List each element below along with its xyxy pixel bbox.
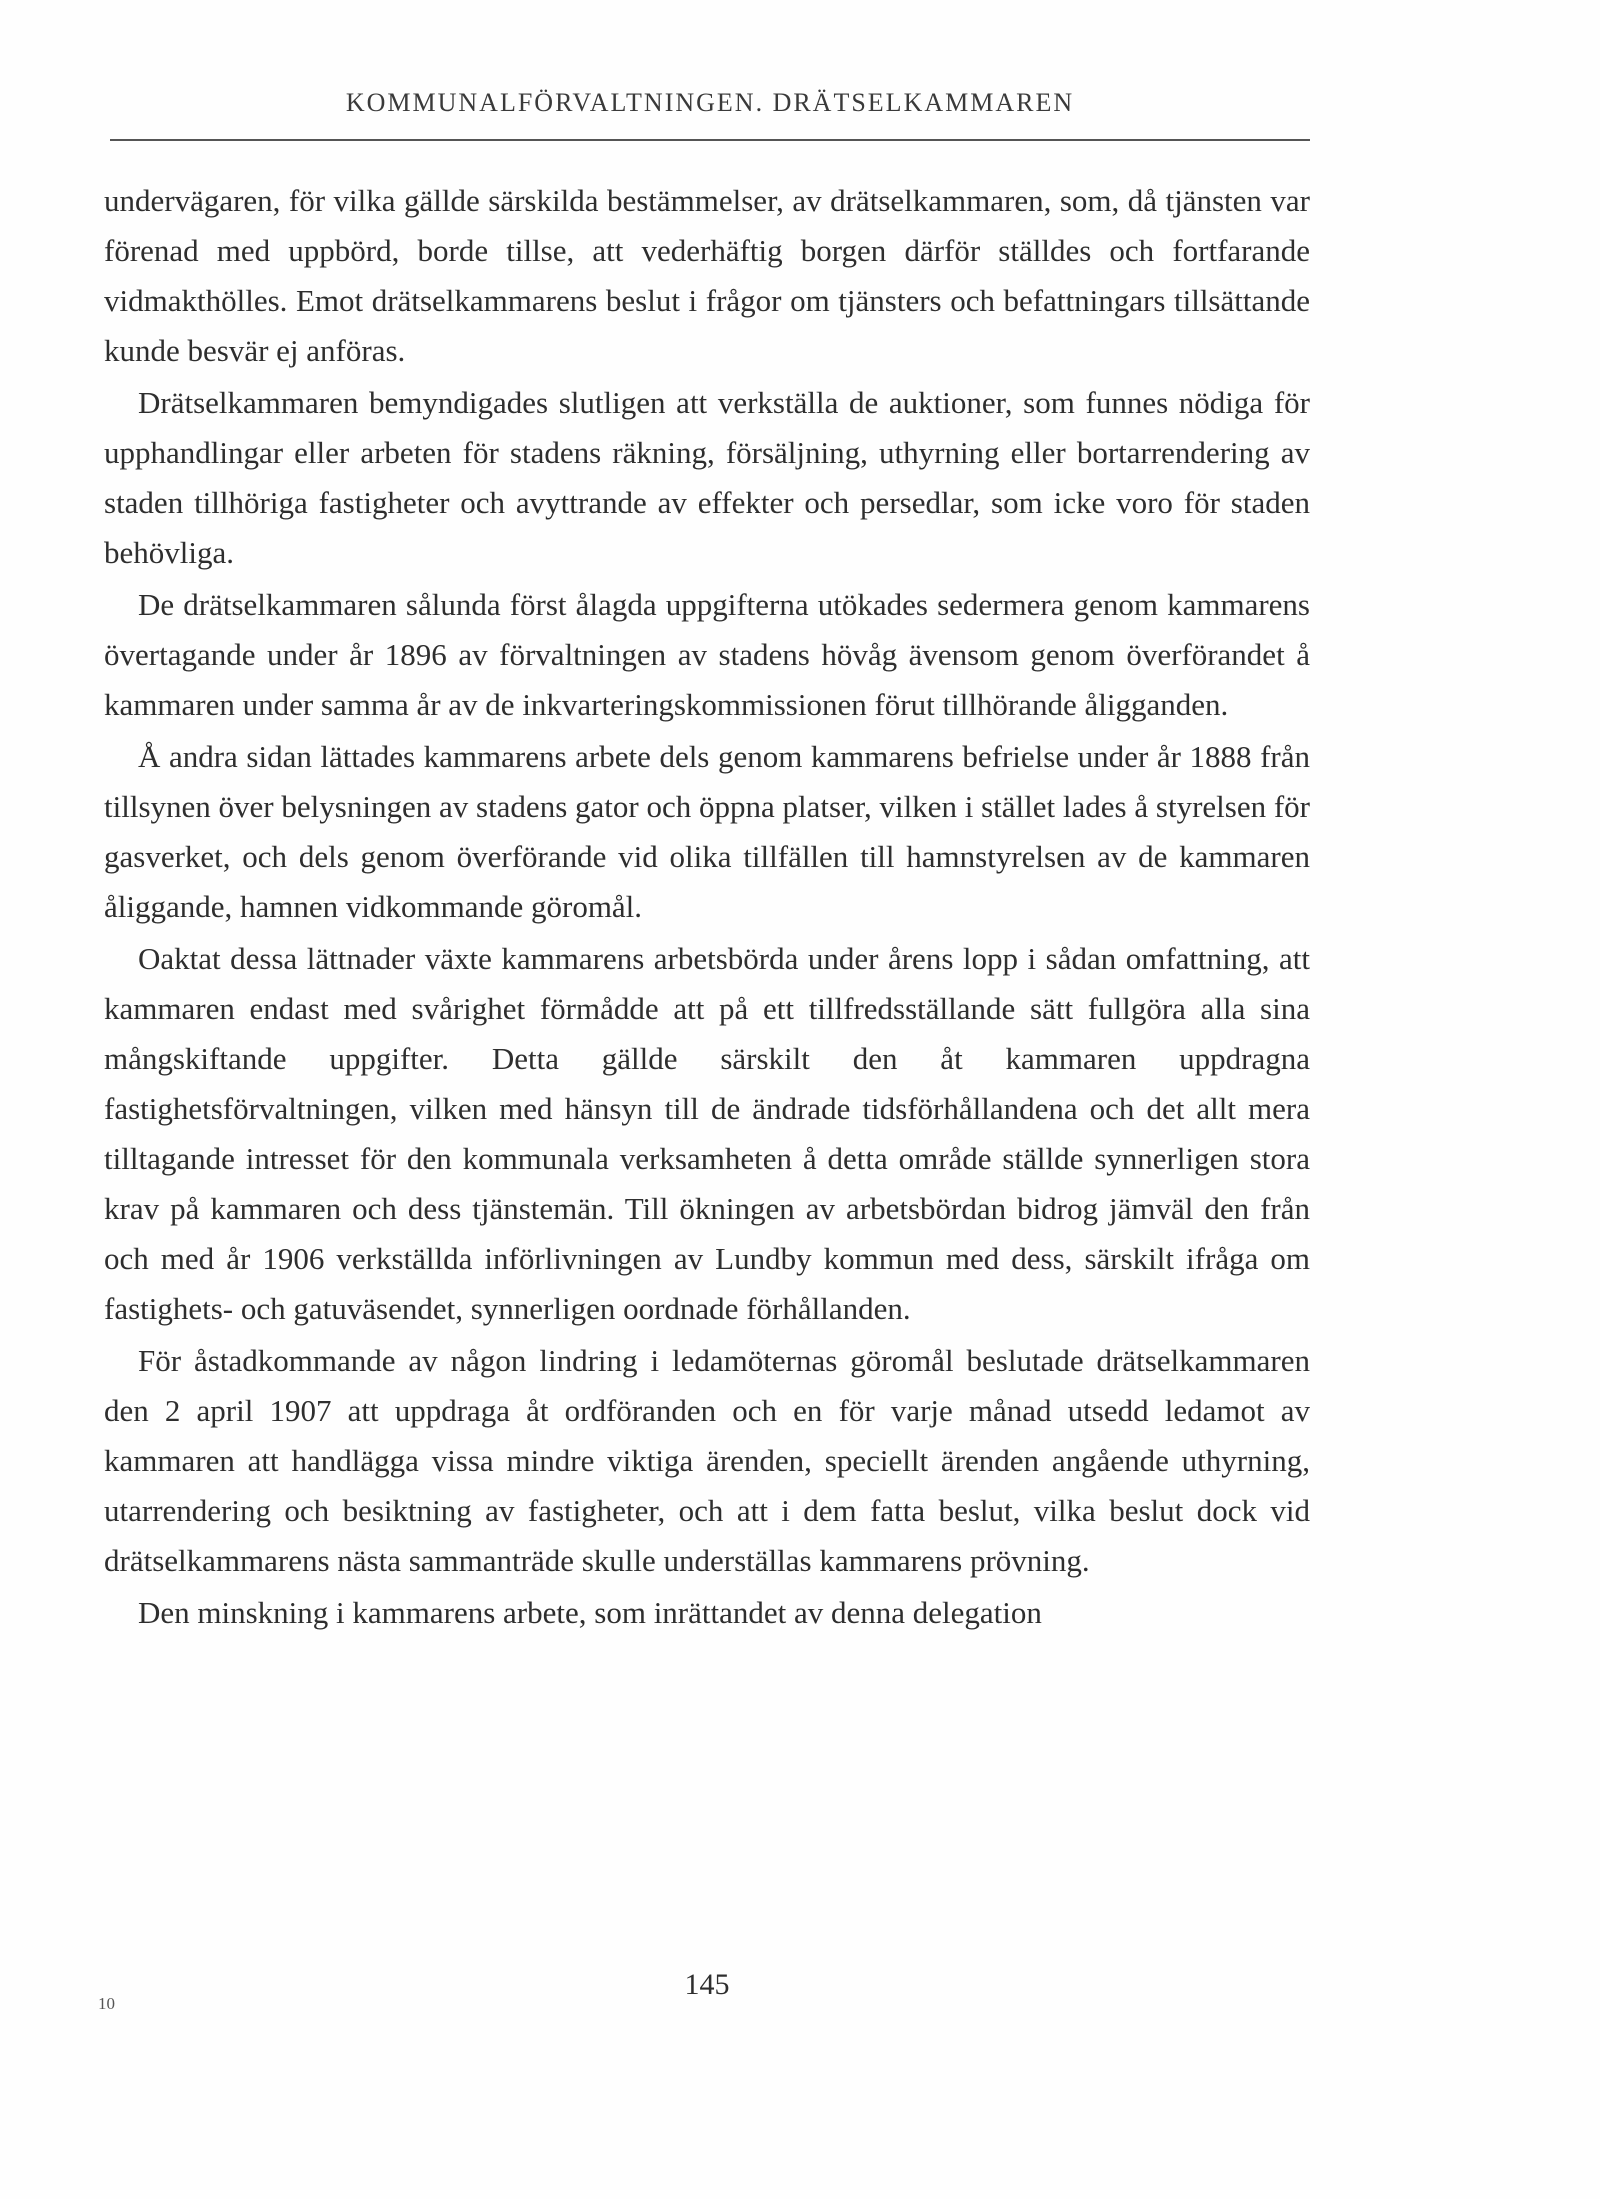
paragraph: För åstadkommande av någon lindring i ledamöternas göromål beslutade drätselkammaren den 2 april 1907 att uppdraga åt ordföranden och en för varje månad utsedd ledamot av kammaren att handlägga vissa mindre viktiga ärenden, speciellt ärenden angående uthyrning, utarrendering och besiktning av fastigheter, och att i dem fatta beslut, vilka beslut dock vid drätselkammarens nästa sammanträde skulle underställas kammarens prövning. [104, 1343, 1310, 1578]
paragraph: Den minskning i kammarens arbete, som inrättandet av denna delegation [138, 1595, 1042, 1630]
page-number: 145 [684, 1968, 730, 2001]
body-text [104, 176, 1310, 1640]
running-header: KOMMUNALFÖRVALTNINGEN. DRÄTSELKAMMAREN [345, 88, 1075, 117]
paragraph: undervägaren, för vilka gällde särskilda bestämmelser, av drätselkammaren, som, då tjänsten var förenad med uppbörd, borde tillse, att vederhäftig borgen därför ställdes och fortfarande vidmakthölles. Emot drätselkammarens beslut i frågor om tjänsters och befattningars tillsättande kunde besvär ej anföras. [104, 183, 1310, 368]
printer-signature-mark: 10 [98, 1994, 115, 2013]
paragraph: Drätselkammaren bemyndigades slutligen att verkställa de auktioner, som funnes nödiga för upphandlingar eller arbeten för stadens räkning, försäljning, uthyrning eller bortarrendering av staden tillhöriga fastigheter och avyttrande av effekter och persedlar, som icke voro för staden behövliga. [104, 385, 1310, 570]
paragraph: De drätselkammaren sålunda först ålagda uppgifterna utökades sedermera genom kammarens övertagande under år 1896 av förvaltningen av stadens hövåg ävensom genom överförandet å kammaren under samma år av de inkvarteringskommissionen förut tillhörande åligganden. [104, 587, 1310, 722]
header-rule [110, 139, 1310, 141]
paragraph: Å andra sidan lättades kammarens arbete dels genom kammarens befrielse under år 1888 från tillsynen över belysningen av stadens gator och öppna platser, vilken i stället lades å styrelsen för gasverket, och dels genom överförande vid olika tillfällen till hamnstyrelsen av de kammaren åliggande, hamnen vidkommande göromål. [104, 739, 1310, 924]
paragraph: Oaktat dessa lättnader växte kammarens arbetsbörda under årens lopp i sådan omfattning, att kammaren endast med svårighet förmådde att på ett tillfredsställande sätt fullgöra alla sina mångskiftande uppgifter. Detta gällde särskilt den åt kammaren uppdragna fastighetsförvaltningen, vilken med hänsyn till de ändrade tidsförhållandena och det allt mera tilltagande intresset för den kommunala verksamheten å detta område ställde synnerligen stora krav på kammaren och dess tjänstemän. Till ökningen av arbetsbördan bidrog jämväl den från och med år 1906 verkställda införlivningen av Lundby kommun med dess, särskilt ifråga om fastighets- och gatuväsendet, synnerligen oordnade förhållanden. [104, 941, 1310, 1326]
